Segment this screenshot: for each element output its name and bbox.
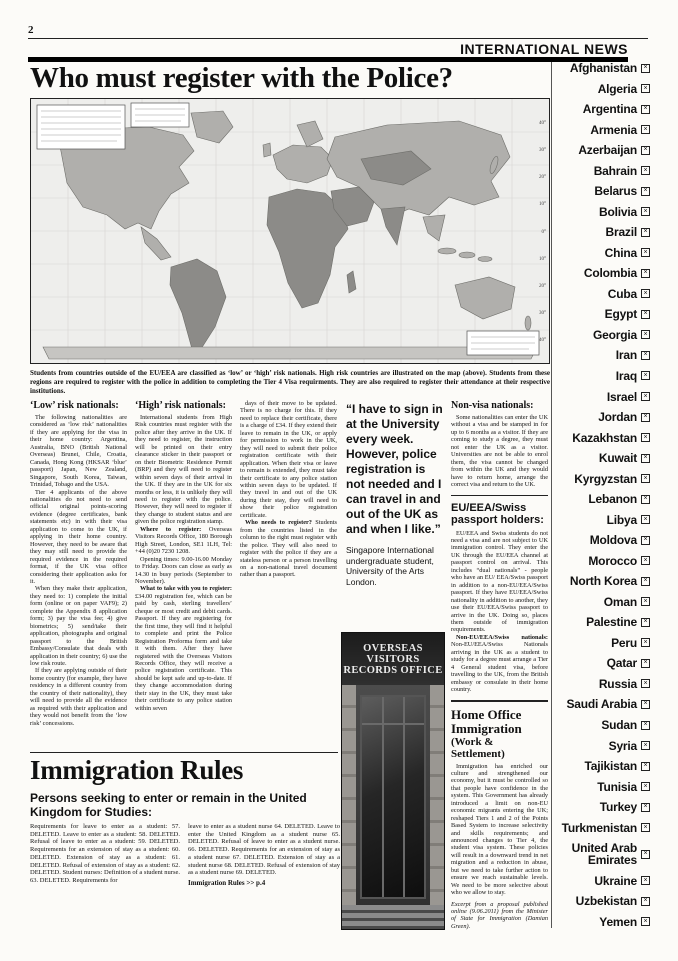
country-list-item: [556, 493, 650, 505]
checkbox-icon: ×: [641, 536, 650, 545]
continuation-notice: Immigration Rules >> p.4: [188, 878, 266, 887]
country-list-item: [556, 349, 650, 361]
country-name: Ukraine: [594, 873, 637, 888]
country-list-item: [556, 875, 650, 887]
latitude-label: 10°: [539, 256, 546, 262]
checkbox-icon: ×: [641, 392, 650, 401]
paragraph-text: Non-EU/EEA/Swiss Nationals arriving in the UK as a student to study for a degree must arrange a Tier 4 General student visa, before travelling to the UK, from the British embassy or consulate in their home country.: [451, 641, 548, 694]
country-list-item: [556, 534, 650, 546]
latitude-label: 40°: [539, 338, 546, 343]
immigration-rules-column-b-text: leave to enter as a student nurse 64. DELETED. Leave to enter the United Kingdom as a student nurse 65. DELETED. Refusal of leave to enter as a student nurse. 66. DELETED. Requirements for an extension of stay as a student nurse 67. DELETED. Extension of stay as a student nurse 68. DELETED. Refusal of extension of stay as a student nurse 69. DELETED.: [188, 823, 340, 877]
country-name: Israel: [606, 389, 637, 404]
checkbox-icon: ×: [641, 679, 650, 688]
article-paragraph: [451, 634, 548, 694]
country-list-item: [556, 575, 650, 587]
checkbox-icon: ×: [641, 495, 650, 504]
country-list-item: [556, 916, 650, 928]
country-list-item: [556, 83, 650, 95]
latitude-label: 20°: [539, 175, 546, 181]
country-list-item: [556, 432, 650, 444]
paragraph-text: Students from the countries listed in the column to the right must register with the police. They will also need to register with the police if they are a stateless person or a person travelling on a non-national travel document rather than a passport.: [240, 519, 337, 579]
checkbox-icon: ×: [641, 618, 650, 627]
country-list-item: [556, 801, 650, 813]
country-name: Uzbekistan: [575, 894, 637, 909]
home-office-body: [451, 763, 548, 897]
pull-quote-text: “I have to sign in at the University every week. However, police registration is not needed and I can travel in and out of the UK as and when I like.”: [346, 402, 443, 536]
pull-quote-attribution: Singapore International undergraduate student, University of the Arts London.: [346, 545, 434, 587]
country-name: Turkey: [599, 800, 637, 815]
country-name: Tunisia: [597, 779, 637, 794]
checkbox-icon: ×: [641, 577, 650, 586]
country-list-item: [556, 842, 650, 866]
paragraph-text: If they are applying outside of their home country (for example, they have residency in a different country from the country of their nationality), they will need to provide all the evidence as required with their application and they would not benefit from the ‘low risk’ concessions.: [30, 667, 127, 727]
checkbox-icon: ×: [641, 269, 650, 278]
low-risk-column: [30, 400, 127, 750]
country-name: Azerbaijan: [578, 143, 637, 158]
eu-eea-heading-line1: EU/EEA/Swiss: [451, 501, 527, 514]
paragraph-text: Overseas Visitors Records Office, 180 Borough High Street, London, SE1 1LH, Tel: +44 (0)20 7230 1208.: [135, 525, 232, 556]
country-name: Syria: [608, 738, 637, 753]
country-list-item: [556, 678, 650, 690]
page-number: 2: [28, 24, 34, 36]
checkbox-icon: ×: [641, 248, 650, 257]
checkbox-icon: ×: [641, 659, 650, 668]
sign-line-2: RECORDS OFFICE: [343, 664, 443, 676]
paragraph-lead: What to take with you to register:: [140, 585, 232, 593]
paragraph-text: EU/EEA and Swiss students do not need a visa and are not subject to UK immigration control. They enter the UK through the EU/EEA channel at passport control on arrival. This includes “dual nationals” - people who have an EU/ EEA/Swiss passport in addition to a non-EU/EEA/Swiss passport. If they have EU/EEA/Swiss nationality in addition to another, they use their EU/EEA/Swiss passport to arrive in the UK. Doing so, places them outside of immigration requirements.: [451, 529, 548, 634]
country-list-item: [556, 657, 650, 669]
country-name: Argentina: [582, 102, 637, 117]
country-list-item: [556, 370, 650, 382]
article-paragraph: [135, 585, 232, 712]
records-office-sign: [342, 633, 444, 685]
country-name: Peru: [611, 635, 637, 650]
high-risk-column-1: [135, 400, 232, 750]
article-paragraph: [30, 489, 127, 586]
stone-pillar-right: [430, 685, 444, 905]
country-list-item: [556, 226, 650, 238]
right-article-column: [451, 400, 548, 935]
country-name: North Korea: [569, 574, 637, 589]
country-list-item: [556, 247, 650, 259]
latitude-label: 20°: [539, 283, 546, 289]
country-name: Algeria: [597, 81, 637, 96]
low-risk-body: [30, 414, 127, 727]
checkbox-icon: ×: [641, 351, 650, 360]
country-list-item: [556, 637, 650, 649]
country-list-item: [556, 473, 650, 485]
door-transom: [362, 723, 424, 725]
immigration-rules-subhead: Persons seeking to enter or remain in the United Kingdom for Studies:: [30, 791, 307, 819]
immigration-rules-column-b: [188, 823, 340, 935]
eu-eea-heading: [451, 502, 548, 527]
latitude-labels: [539, 121, 546, 343]
article-paragraph: [240, 519, 337, 579]
country-name: Sudan: [601, 718, 637, 732]
section-title: INTERNATIONAL NEWS: [460, 41, 628, 57]
country-list-item: [556, 165, 650, 177]
checkbox-icon: ×: [641, 876, 650, 885]
country-name: Kazakhstan: [572, 430, 637, 445]
article-paragraph: [135, 526, 232, 556]
checkbox-icon: ×: [641, 803, 650, 812]
checkbox-icon: ×: [641, 474, 650, 483]
checkbox-icon: ×: [641, 515, 650, 524]
country-name: Colombia: [583, 266, 637, 281]
country-list-item: [556, 62, 650, 74]
country-list-item: [556, 555, 650, 567]
section-divider-thick: [451, 700, 548, 702]
glass-doors: [360, 695, 426, 899]
country-name: Qatar: [606, 656, 637, 671]
country-name: Egypt: [604, 307, 637, 322]
checkbox-icon: ×: [641, 897, 650, 906]
checkbox-icon: ×: [641, 371, 650, 380]
country-name: Belarus: [594, 184, 637, 199]
country-name: Morocco: [588, 553, 637, 568]
country-list-item: [556, 452, 650, 464]
country-list-item: [556, 267, 650, 279]
eu-eea-heading-line2: passport holders:: [451, 514, 544, 527]
country-list-item: [556, 895, 650, 907]
paragraph-text: International students from High Risk countries must register with the police after they arrive in the UK. If they need to register, the instruction will be printed on their entry clearance sticker in their passport or on their Biometric Residence Permit (BRP) and they will need to register within seven days of their arrival in the UK. If they are in the UK for six months or less, it is unlikely they will need to register with the police. However, they will need to register if they change to student status and are given the police registration stamp.: [135, 414, 232, 526]
checkbox-icon: ×: [641, 433, 650, 442]
immigration-rules-column-a: Requirements for leave to enter as a student: 57. DELETED. Leave to enter as a student: 58. DELETED. Refusal of leave to enter as a student: 59. DELETED. Requirements for an extension of stay as a student: 60. DELETED. Extension of stay as a student: 61. DELETED. Refusal of extension of stay as a student: 62. DELETED. Student nurses: Definition of a student nurse. 63. DELETED. Requirements for: [30, 823, 180, 884]
checkbox-icon: ×: [641, 330, 650, 339]
building-facade: [342, 685, 444, 929]
country-list-item: [556, 514, 650, 526]
checkbox-icon: ×: [641, 638, 650, 647]
header-rule: [28, 38, 648, 39]
main-headline: Who must register with the Police?: [30, 62, 453, 94]
paragraph-text: days of their move to be updated. There is no charge for this. If they need to replace their certificate, there is a charge of £34. If they extend their leave to remain in the UK, or apply for permission to work in the UK, they will need to submit their police registration certificate with their application. When their visa or leave to remain is extended, they must take their certificate to any police station within seven days to be updated. If they travel in and out of the UK during their stay, they will need to show their police registration certificate.: [240, 400, 337, 519]
checkbox-icon: ×: [641, 310, 650, 319]
country-name: Brazil: [605, 225, 637, 240]
country-name: Turkmenistan: [561, 820, 637, 835]
pull-quote: [346, 402, 445, 627]
checkbox-icon: ×: [641, 64, 650, 73]
article-paragraph: [451, 530, 548, 634]
paragraph-lead: Who needs to register?: [245, 519, 316, 527]
checkbox-icon: ×: [641, 105, 650, 114]
checkbox-icon: ×: [641, 146, 650, 155]
high-risk-body-2: [240, 400, 337, 579]
paragraph-text: Tier 4 applicants of the above nationalities do not need to send official original points-scoring evidence (degree certificates, bank statements etc) in with their visa application to come to the UK, if applying in their home country. However, they need to be aware that they may still need to provide the required evidence in the required format, if the UK visa office considering their application asks for it.: [30, 488, 127, 585]
map-caption: Students from countries outside of the EU/EEA are classified as ‘low’ or ‘high’ risk nationals. High risk countries are illustrated on the map (above). Students from these regions are required to register with the police in addition to completing the Tier 4 Visa requirments. They are also required to register their attendance at their respective institutions.: [30, 369, 550, 395]
country-name: Yemen: [599, 914, 637, 929]
paragraph-text: When they make their application, they need to: 1) complete the initial form (online or on paper VAF9); 2) complete the Appendix 8 application form; 3) pay the visa fee; 4) give biometrics; 5) send/take their application, photographs and original passport to the British Embassy/Consulate that deals with application in their country; 6) use the low risk route.: [30, 585, 127, 667]
country-name: Kyrgyzstan: [574, 471, 637, 486]
records-office-photo: [341, 632, 445, 930]
checkbox-icon: ×: [641, 850, 650, 859]
country-list-item: [556, 822, 650, 834]
checkbox-icon: ×: [641, 125, 650, 134]
latitude-label: 0°: [541, 229, 546, 235]
paragraph-text: £34.00 registration fee, which can be paid by cash, sterling travellers’ cheque or most credit and debit cards. Passport. If they are registering for the first time, they will find it helpful to complete and print the Police Registration Proforma form and take it with them. After they have registered with the Overseas Visitors Records Office, they will receive a police registration certificate. This should be kept safe and up-to-date. If they change accommodation during their stay in the UK, they must take their certificate to any police station within seven: [135, 592, 232, 712]
non-visa-body: [451, 414, 548, 489]
home-office-heading-line1: Home Office: [451, 706, 522, 722]
country-list: [551, 62, 650, 928]
world-map: [30, 98, 550, 364]
country-list-item: [556, 103, 650, 115]
entrance-steps: [342, 905, 444, 929]
high-risk-body-1: [135, 414, 232, 712]
door-frame: [403, 697, 405, 897]
checkbox-icon: ×: [641, 823, 650, 832]
article-paragraph: [30, 585, 127, 667]
country-name: Russia: [598, 676, 637, 691]
latitude-label: 10°: [539, 202, 546, 208]
home-office-footnote: Excerpt from a proposal published online (9.06.2011) from the Minister of State for Immigration (Damian Green).: [451, 900, 548, 930]
country-name: Oman: [603, 594, 637, 609]
country-name: Georgia: [593, 327, 637, 342]
country-name: Moldova: [589, 533, 637, 548]
checkbox-icon: ×: [641, 207, 650, 216]
paragraph-lead: Non-EU/EEA/Swiss nationals:: [456, 633, 548, 641]
article-paragraph: [240, 400, 337, 519]
latitude-label: 30°: [539, 310, 546, 316]
country-list-item: [556, 144, 650, 156]
latitude-label: 30°: [539, 148, 546, 154]
high-risk-column-2: [240, 400, 337, 750]
checkbox-icon: ×: [641, 556, 650, 565]
country-list-item: [556, 308, 650, 320]
country-name: China: [604, 245, 637, 260]
country-name: Iraq: [615, 368, 637, 383]
paragraph-text: Immigration has enriched our culture and strengthened our economy, but it must be controlled so that people have confidence in the system. This Government has already introduced a limit on non-EU economic migrants entering the UK; reshaped Tiers 1 and 2 of the Points Based System to increase selectivity and skills requirements; and announced changes to Tier 4, the student visa system. These policies will result in a downward trend in net migration and a reduction in abuse, but we need to take further action to ensure we reach sustainable levels. We need to be more selective about who we allow to stay.: [451, 762, 548, 897]
country-list-item: [556, 781, 650, 793]
country-name: Saudi Arabia: [566, 697, 637, 712]
country-name: Jordan: [598, 410, 637, 425]
checkbox-icon: ×: [641, 741, 650, 750]
world-map-graphic: [31, 99, 549, 363]
country-list-item: [556, 760, 650, 772]
low-risk-heading: ‘Low’ risk nationals:: [30, 400, 119, 411]
checkbox-icon: ×: [641, 597, 650, 606]
checkbox-icon: ×: [641, 84, 650, 93]
country-list-item: [556, 740, 650, 752]
checkbox-icon: ×: [641, 917, 650, 926]
stone-pillar-left: [342, 685, 356, 905]
country-name: Lebanon: [588, 492, 637, 507]
article-paragraph: [30, 414, 127, 489]
paragraph-text: Opening times: 9.00-16.00 Monday to Friday. Doors can close as early as 14.30 in busy periods (September to November).: [135, 555, 232, 585]
country-name: Libya: [606, 512, 637, 527]
checkbox-icon: ×: [641, 762, 650, 771]
checkbox-icon: ×: [641, 413, 650, 422]
country-name: Kuwait: [598, 451, 637, 466]
country-list-item: [556, 411, 650, 423]
country-list-item: [556, 206, 650, 218]
country-name: Armenia: [590, 122, 637, 137]
country-list-item: [556, 329, 650, 341]
article-paragraph: [451, 763, 548, 897]
section-divider: [451, 495, 548, 496]
immigration-rules-rule: [30, 752, 338, 753]
article-paragraph: [135, 414, 232, 526]
country-list-item: [556, 698, 650, 710]
country-list-item: [556, 596, 650, 608]
country-name: Iran: [615, 348, 637, 363]
checkbox-icon: ×: [641, 782, 650, 791]
checkbox-icon: ×: [641, 700, 650, 709]
country-name: Bahrain: [593, 163, 637, 178]
article-paragraph: [451, 414, 548, 489]
country-name: Cuba: [607, 286, 637, 301]
article-paragraph: [30, 667, 127, 727]
non-visa-heading: Non-visa nationals:: [451, 400, 534, 411]
paragraph-text: Some nationalities can enter the UK without a visa and be stamped in for up to 6 months as a visitor. If they are coming to study a degree, they must not enter the UK as a visitor. Universities are not be able to enrol them, the visa cannot be changed from within the UK and they would have to return home, arrange the correct visa and return to the UK.: [451, 414, 548, 489]
country-list-item: [556, 288, 650, 300]
high-risk-heading: ‘High’ risk nationals:: [135, 400, 226, 411]
home-office-heading-line3: (Work & Settlement): [451, 735, 505, 760]
immigration-rules-headline: Immigration Rules: [30, 755, 244, 785]
checkbox-icon: ×: [641, 289, 650, 298]
eu-eea-body: [451, 530, 548, 694]
country-list-item: [556, 185, 650, 197]
checkbox-icon: ×: [641, 187, 650, 196]
paragraph-text: The following nationalities are considered as ‘low risk’ nationalities if they are applying for the visa in their home country: Argentina, Australia, BNO (British National Overseas) Brunei, Chile, Croatia, Canada, Hong Kong (HKSAR ‘blue’ passport) Japan, New Zealand, Singapore, South Korea, Taiwan, Trinidad, Tobago and the USA.: [30, 414, 127, 489]
country-list-item: [556, 616, 650, 628]
article-paragraph: [135, 556, 232, 586]
door-frame: [382, 697, 384, 897]
latitude-label: 40°: [539, 121, 546, 126]
sign-line-1: OVERSEAS VISITORS: [363, 642, 423, 665]
home-office-heading-line2: Immigration: [451, 720, 522, 736]
country-list-item: [556, 124, 650, 136]
country-list-item: [556, 719, 650, 731]
checkbox-icon: ×: [641, 166, 650, 175]
country-name: Afghanistan: [569, 61, 637, 75]
checkbox-icon: ×: [641, 228, 650, 237]
country-name: Palestine: [586, 615, 637, 630]
checkbox-icon: ×: [641, 721, 650, 730]
checkbox-icon: ×: [641, 454, 650, 463]
country-list-item: [556, 391, 650, 403]
country-name: Tajikistan: [584, 759, 637, 774]
paragraph-lead: Where to register:: [140, 525, 209, 533]
country-name: Bolivia: [599, 204, 637, 219]
country-name: United Arab Emirates: [571, 841, 637, 868]
